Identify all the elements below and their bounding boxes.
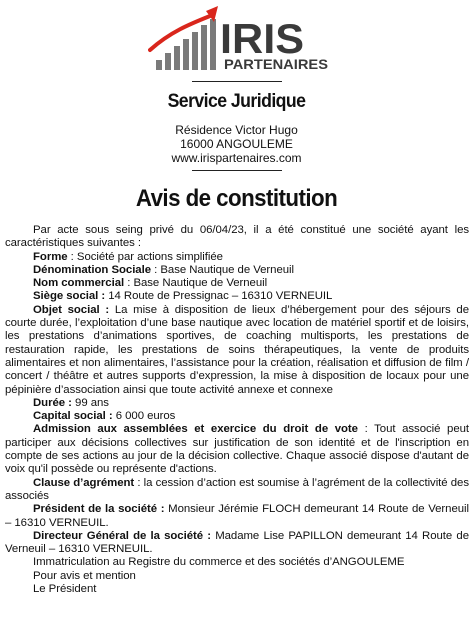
notice-field [5,290,469,303]
notice-field [5,397,469,410]
logo-subtitle: PARTENAIRES [224,56,328,72]
logo-bar [174,46,180,70]
field-value: Madame Lise PAPILLON demeurant 14 Route de Verneuil – 16310 VERNEUIL. [5,529,469,556]
notice-body [5,224,469,596]
field-value: Tout associé peut participer aux décisions collectives sur justification de son identité et de l'inscription en compte de ses actions au jour de la décision collective. Chaque associé dispose d'autant de voix qu'il possède ou représente d'actions. [5,423,469,476]
notice-fields [5,251,469,557]
field-label: Durée : [33,396,72,409]
registration-line: Immatriculation au Registre du commerce et des sociétés d’ANGOULEME [33,556,405,569]
logo-bar [165,53,171,70]
signature-line: Le Président [33,583,97,596]
closing-line: Pour avis et mention [33,569,136,582]
field-value: 6 000 euros [115,410,176,423]
field-separator: : [151,263,161,276]
field-separator: : [134,476,144,489]
field-label: Président de la société : [33,503,165,516]
title-divider [192,170,282,171]
notice-title: Avis de constitution [135,185,338,212]
field-value: Base Nautique de Verneuil [133,277,268,290]
field-label: Dénomination Sociale [33,263,151,276]
field-value: Monsieur Jérémie FLOCH demeurant 14 Route de Verneuil – 16310 VERNEUIL. [5,503,469,529]
address-line-1: Résidence Victor Hugo [175,123,298,137]
notice-field [5,251,469,264]
field-label: Directeur Général de la société : [33,529,211,542]
field-label: Capital social : [33,410,113,423]
logo-name: IRIS [220,15,304,62]
field-separator: : [124,277,134,290]
notice-field [5,477,469,504]
field-separator: : [357,423,375,436]
field-value: Base Nautique de Verneuil [160,263,294,276]
logo-bar [210,19,216,70]
notice-field [5,503,469,530]
header-divider [192,81,282,82]
logo-bar [201,25,207,70]
notice-field [5,277,469,290]
logo-bar [156,60,162,70]
website-text: www.irispartenaires.com [171,151,302,165]
intro-paragraph: Par acte sous seing privé du 06/04/23, il a été constitué une société ayant les caractéristiques suivantes : [5,224,469,250]
field-label: Forme [33,250,68,263]
field-value: la cession d’action est soumise à l’agrément de la collectivité des associés [5,476,469,502]
field-label: Objet social : [33,303,110,316]
notice-field [5,304,469,397]
notice-field [5,423,469,476]
field-value: 14 Route de Pressignac – 16310 VERNEUIL [108,290,333,303]
service-title: Service Juridique [167,91,306,112]
field-label: Clause d’agrément [33,476,135,489]
logo-bar [192,32,198,70]
iris-partenaires-logo [148,2,338,76]
field-value: Société par actions simplifiée [76,250,223,263]
field-label: Siège social : [33,290,106,303]
address-line-2: 16000 ANGOULEME [180,137,293,151]
field-label: Admission aux assemblées et exercice du droit de vote [33,423,358,436]
logo-bar [183,39,189,70]
field-separator: : [67,250,77,263]
field-value: La mise à disposition de lieux d’hébergement pour des séjours de courte durée, l’exploitation d’une base nautique avec location de matériel sportif et de loisirs, les prestations d’animations sportives, de coaching multisports, les prestations de restauration rapide, les prestations de soins thérapeutiques, la vente de produits alimentaires et non alimentaires, l’assistance pour la création, réalisation et diffusion de film / concert / théâtre et autres supports d’expression, la mise à disposition de locaux pour une pépinière d’association ainsi que toute activité annexe et connexe [5,303,470,396]
field-value: 99 ans [75,396,109,409]
notice-field [5,530,469,557]
field-label: Nom commercial [33,277,125,290]
notice-field [5,410,469,423]
notice-field [5,264,469,277]
